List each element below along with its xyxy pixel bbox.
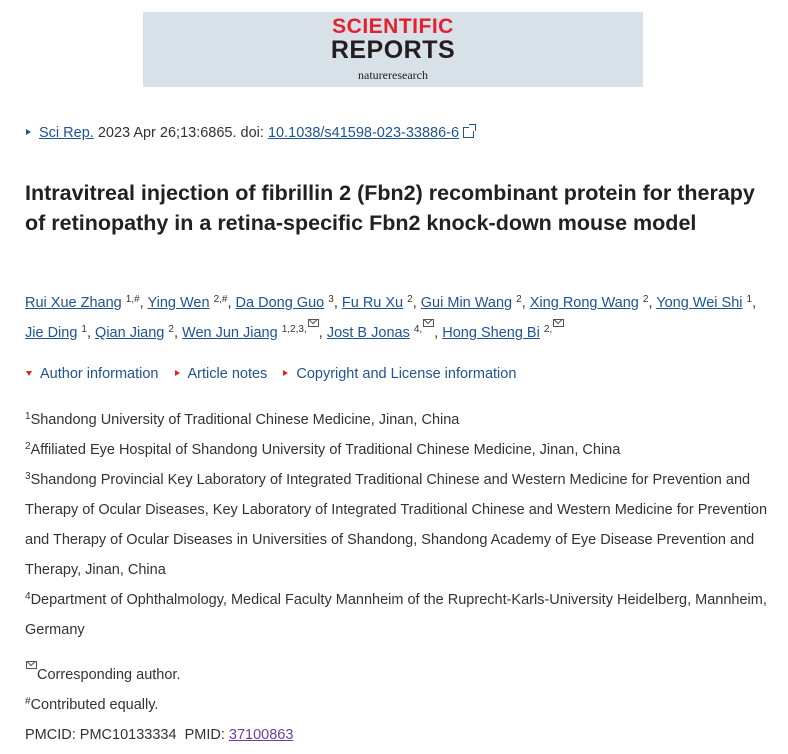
author-affiliation-text: 4, <box>413 324 423 335</box>
toggle-copyright-license[interactable] <box>283 366 516 382</box>
author-link[interactable]: Da Dong Guo <box>235 295 325 311</box>
author-list: Rui Xue Zhang $^{1,\#}$, Ying Wen $^{2,\#}$, Da Dong Guo $^3$, Fu Ru Xu $^2$, Gui Min Wang $^2$, Xing Rong Wang $^2$, Yong Wei Shi $^1$, Jie Ding $^1$, Qian Jiang $^2$, Wen Jun Jiang $^{1,2,3,}$ , Jost B Jonas $^{4,}$ , Hong Sheng Bi $^{2,}$ <box>25 294 757 341</box>
external-link-icon <box>463 127 474 138</box>
author-affiliation: 2 <box>407 294 413 305</box>
author-link[interactable]: Rui Xue Zhang <box>25 295 122 311</box>
author-link[interactable]: Yong Wei Shi <box>656 295 743 311</box>
author-affiliation <box>544 324 564 335</box>
author-link[interactable]: Hong Sheng Bi <box>442 325 540 341</box>
mail-icon <box>26 661 37 669</box>
banner-line-reports: REPORTS <box>330 36 456 64</box>
author-link[interactable]: Qian Jiang <box>95 325 165 341</box>
affiliation-item <box>25 465 770 585</box>
affiliation-text: Shandong Provincial Key Laboratory of Integrated Traditional Chinese and Western Medicine for Prevention and Therapy of Ocular Diseases, Key Laboratory of Integrated Traditional Chinese and Western Medicine for Prevention and Therapy of Ocular Diseases in Universities of Shandong, Shandong Academy of Eye Disease Prevention and Therapy, Jinan, China <box>25 472 768 578</box>
toggle-author-information[interactable] <box>26 366 158 382</box>
author-affiliation: 2,# <box>213 294 228 305</box>
journal-link[interactable]: Sci Rep. <box>39 125 94 141</box>
triangle-right-icon <box>283 370 288 376</box>
citation-details: 2023 Apr 26;13:6865. doi: <box>93 125 268 141</box>
author-affiliation: 1 <box>81 324 87 335</box>
author-affiliation: 1,# <box>125 294 140 305</box>
banner-line-publisher: natureresearch <box>358 68 428 82</box>
triangle-right-icon <box>175 370 180 376</box>
author-affiliation: 3 <box>328 294 334 305</box>
identifiers <box>25 720 770 750</box>
journal-banner[interactable] <box>143 12 643 87</box>
toggle-article-notes[interactable] <box>175 366 268 382</box>
affiliation-text: Shandong University of Traditional Chinese Medicine, Jinan, China <box>30 412 460 428</box>
author-link[interactable]: Jie Ding <box>25 325 78 341</box>
toggle-label: Author information <box>40 366 159 382</box>
mail-icon[interactable] <box>308 319 319 327</box>
author-affiliation-text: 2, <box>543 324 553 335</box>
affiliation-number: 3 <box>25 471 31 482</box>
author-affiliation <box>414 324 434 335</box>
doi-link[interactable]: 10.1038/s41598-023-33886-6 <box>267 125 460 141</box>
affiliation-item <box>25 405 770 435</box>
pmid-link[interactable]: 37100863 <box>228 727 294 743</box>
author-affiliation: 2 <box>168 324 174 335</box>
mail-icon[interactable] <box>553 319 564 327</box>
article-title: Intravitreal injection of fibrillin 2 (Fbn2) recombinant protein for therapy of retinopathy in a retina-specific Fbn2 knock-down mouse model <box>25 181 755 235</box>
author-link[interactable]: Jost B Jonas <box>326 325 410 341</box>
article-toggles <box>26 364 528 384</box>
citation-line <box>26 123 474 143</box>
mail-note-marker <box>25 666 37 677</box>
author-link[interactable]: Gui Min Wang <box>420 295 513 311</box>
author-affiliation: 1 <box>746 294 753 305</box>
affiliation-number: 2 <box>25 441 31 452</box>
banner-line-scientific: SCIENTIFIC <box>332 15 454 38</box>
author-affiliation <box>282 324 319 335</box>
affiliation-text: Department of Ophthalmology, Medical Faculty Mannheim of the Ruprecht-Karls-University Heidelberg, Mannheim, Germany <box>25 592 767 638</box>
contributed-note <box>25 690 770 720</box>
contributed-marker: # <box>25 696 31 707</box>
toggle-label: Article notes <box>187 366 268 382</box>
affiliation-text: Affiliated Eye Hospital of Shandong University of Traditional Chinese Medicine, Jinan, China <box>30 442 621 458</box>
affiliation-number: 4 <box>25 591 31 602</box>
author-link[interactable]: Wen Jun Jiang <box>182 325 278 341</box>
author-link[interactable]: Ying Wen <box>147 295 210 311</box>
corresponding-author-note <box>25 660 770 690</box>
author-affiliation-text: 1,2,3, <box>281 324 307 335</box>
contributed-text: Contributed equally. <box>30 697 159 713</box>
affiliation-item <box>25 585 770 645</box>
pmid-label: PMID: <box>184 727 229 743</box>
pmcid-text: PMCID: PMC10133334 <box>25 727 177 743</box>
toggle-label: Copyright and License information <box>296 366 517 382</box>
affiliation-list <box>25 405 770 645</box>
triangle-down-icon <box>26 371 32 376</box>
author-link[interactable]: Fu Ru Xu <box>341 295 404 311</box>
author-link[interactable]: Xing Rong Wang <box>529 295 639 311</box>
author-affiliation: 2 <box>516 294 522 305</box>
affiliation-number: 1 <box>25 411 31 422</box>
article-notes <box>25 660 770 750</box>
author-affiliation: 2 <box>642 294 649 305</box>
corresponding-text: Corresponding author. <box>37 667 181 683</box>
affiliation-item <box>25 435 770 465</box>
mail-icon[interactable] <box>423 319 434 327</box>
triangle-right-icon <box>26 129 31 135</box>
